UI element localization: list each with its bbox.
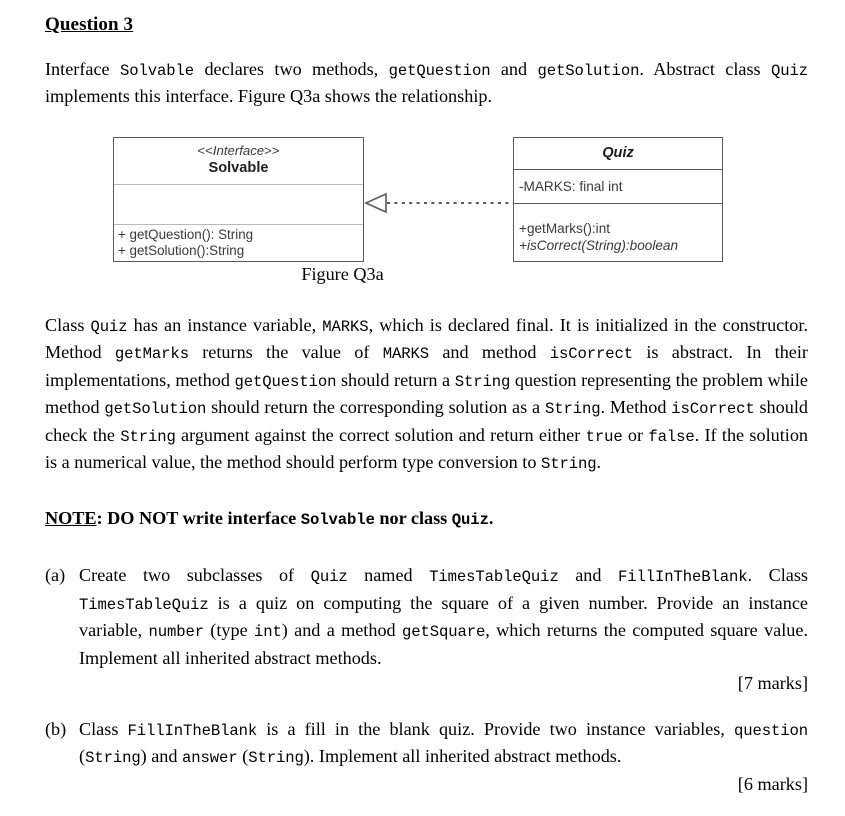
- code-fillintheblank: FillInTheBlank: [617, 568, 748, 587]
- code-marks: MARKS: [322, 317, 369, 336]
- code-getsquare: getSquare: [401, 623, 486, 642]
- note-text: : DO NOT write interface: [96, 507, 301, 528]
- intro-text-2: declares two methods,: [194, 58, 389, 79]
- part-text: and: [558, 565, 618, 586]
- uml-operation-abstract: +isCorrect(String):boolean: [519, 237, 679, 253]
- code-quiz: Quiz: [451, 510, 489, 529]
- code-getsolution: getSolution: [104, 400, 207, 419]
- uml-figure: [45, 132, 808, 287]
- para-text: .: [596, 452, 602, 473]
- marks-b: [6 marks]: [737, 773, 808, 794]
- intro-paragraph: [45, 57, 808, 110]
- realization-arrow-icon: [364, 192, 514, 214]
- code-quiz: Quiz: [771, 61, 809, 80]
- uml-operation: +getMarks():int: [519, 220, 611, 236]
- code-marks: MARKS: [382, 345, 430, 364]
- part-text: (: [237, 746, 249, 767]
- code-iscorrect: isCorrect: [549, 345, 634, 364]
- code-timestablequiz: TimesTableQuiz: [79, 595, 209, 614]
- part-text: is a quiz on computing the square of a given number. Provide an instance variable,: [79, 592, 808, 641]
- part-text: ) and: [140, 746, 183, 767]
- code-quiz: Quiz: [310, 568, 348, 587]
- code-iscorrect: isCorrect: [671, 400, 755, 419]
- para-text: question representing the problem while method: [45, 369, 808, 418]
- part-body: [79, 563, 808, 671]
- uml-interface-attributes-compartment: [114, 184, 363, 224]
- page-content: [45, 14, 808, 797]
- code-getquestion: getQuestion: [234, 372, 337, 391]
- uml-interface-operations-compartment: [114, 224, 363, 260]
- code-answer: answer: [182, 749, 238, 768]
- part-label: (b): [45, 718, 67, 739]
- para-text: and method: [429, 342, 550, 363]
- part-body: [79, 717, 808, 772]
- para-text: should return the corresponding solution as a: [206, 397, 545, 418]
- code-solvable: Solvable: [300, 510, 375, 529]
- figure-caption: Figure Q3a: [301, 263, 384, 284]
- page-title: Question 3: [45, 14, 134, 35]
- part-text: ) and a method: [281, 620, 402, 641]
- intro-text-4: . Abstract class: [639, 58, 771, 79]
- description-paragraph: [45, 313, 808, 478]
- note-line: [45, 506, 808, 534]
- code-true: true: [585, 427, 623, 446]
- note-text: .: [488, 507, 494, 528]
- note-label: NOTE: [45, 507, 97, 528]
- marks-a: [7 marks]: [737, 673, 808, 694]
- intro-text-1: Interface: [45, 58, 120, 79]
- para-text: has an instance variable,: [127, 314, 323, 335]
- stereotype-word: Interface: [212, 142, 265, 158]
- part-text: Create two subclasses of: [79, 565, 311, 586]
- part-text: ). Implement all inherited abstract methods.: [303, 746, 622, 767]
- para-text: . If the solution is a numerical value, the method should perform type conversion to: [45, 424, 809, 473]
- uml-operation: + getSolution():String: [118, 243, 245, 259]
- note-text: nor class: [374, 507, 452, 528]
- uml-class-header: [514, 138, 722, 169]
- code-int: int: [253, 623, 282, 642]
- code-getmarks: getMarks: [114, 345, 189, 364]
- uml-interface-header: [114, 138, 363, 184]
- code-fillintheblank: FillInTheBlank: [127, 721, 258, 740]
- uml-class-attributes-compartment: [514, 169, 722, 203]
- part-text: is a fill in the blank quiz. Provide two instance variables,: [257, 718, 734, 739]
- intro-text-5: implements this interface. Figure Q3a shows the relationship.: [45, 86, 493, 107]
- para-text: returns the value of: [188, 342, 383, 363]
- part-label: (a): [45, 565, 66, 586]
- uml-interface-name: Solvable: [208, 159, 269, 176]
- intro-text-3: and: [490, 58, 538, 79]
- uml-operation: + getQuestion(): String: [118, 226, 254, 242]
- uml-class-operations-compartment: [514, 203, 722, 260]
- part-text: . Class: [747, 565, 808, 586]
- para-text: Class: [45, 314, 91, 335]
- uml-class-name: Quiz: [602, 144, 634, 161]
- question-part-b: [45, 717, 808, 772]
- uml-class-box-quiz: [513, 137, 723, 262]
- code-false: false: [648, 427, 695, 446]
- stereotype-close: >>: [264, 142, 280, 158]
- para-text: or: [622, 424, 649, 445]
- code-question: question: [733, 721, 808, 740]
- para-text: argument against the correct solution and return either: [175, 424, 586, 445]
- code-solvable: Solvable: [120, 61, 195, 80]
- code-string: String: [540, 455, 597, 474]
- uml-realization-connector: [364, 192, 514, 214]
- para-text: , which is declared final. It is initialized in the constructor. Method: [45, 314, 808, 363]
- code-number: number: [148, 623, 204, 642]
- part-text: named: [347, 565, 430, 586]
- para-text: should check the: [45, 397, 808, 445]
- uml-stereotype: [114, 143, 363, 159]
- code-string: String: [120, 427, 176, 446]
- part-text: , which returns the computed square value. Implement all inherited abstract methods.: [79, 620, 809, 668]
- code-string: String: [248, 749, 304, 768]
- part-text: (type: [203, 620, 254, 641]
- part-text: (: [79, 746, 86, 767]
- stereotype-open: <<: [197, 142, 213, 158]
- part-text: Class: [79, 718, 128, 739]
- para-text: is abstract. In their implementations, method: [45, 342, 808, 390]
- code-quiz: Quiz: [90, 317, 128, 336]
- code-timestablequiz: TimesTableQuiz: [429, 568, 559, 587]
- code-string: String: [454, 372, 511, 391]
- code-string: String: [544, 400, 601, 419]
- para-text: . Method: [600, 397, 672, 418]
- para-text: should return a: [336, 369, 455, 390]
- code-string: String: [85, 749, 141, 768]
- code-getsolution: getSolution: [537, 61, 640, 80]
- code-getquestion: getQuestion: [388, 61, 491, 80]
- uml-interface-box-solvable: [113, 137, 364, 262]
- uml-attribute: -MARKS: final int: [519, 178, 623, 194]
- question-part-a: [45, 563, 808, 671]
